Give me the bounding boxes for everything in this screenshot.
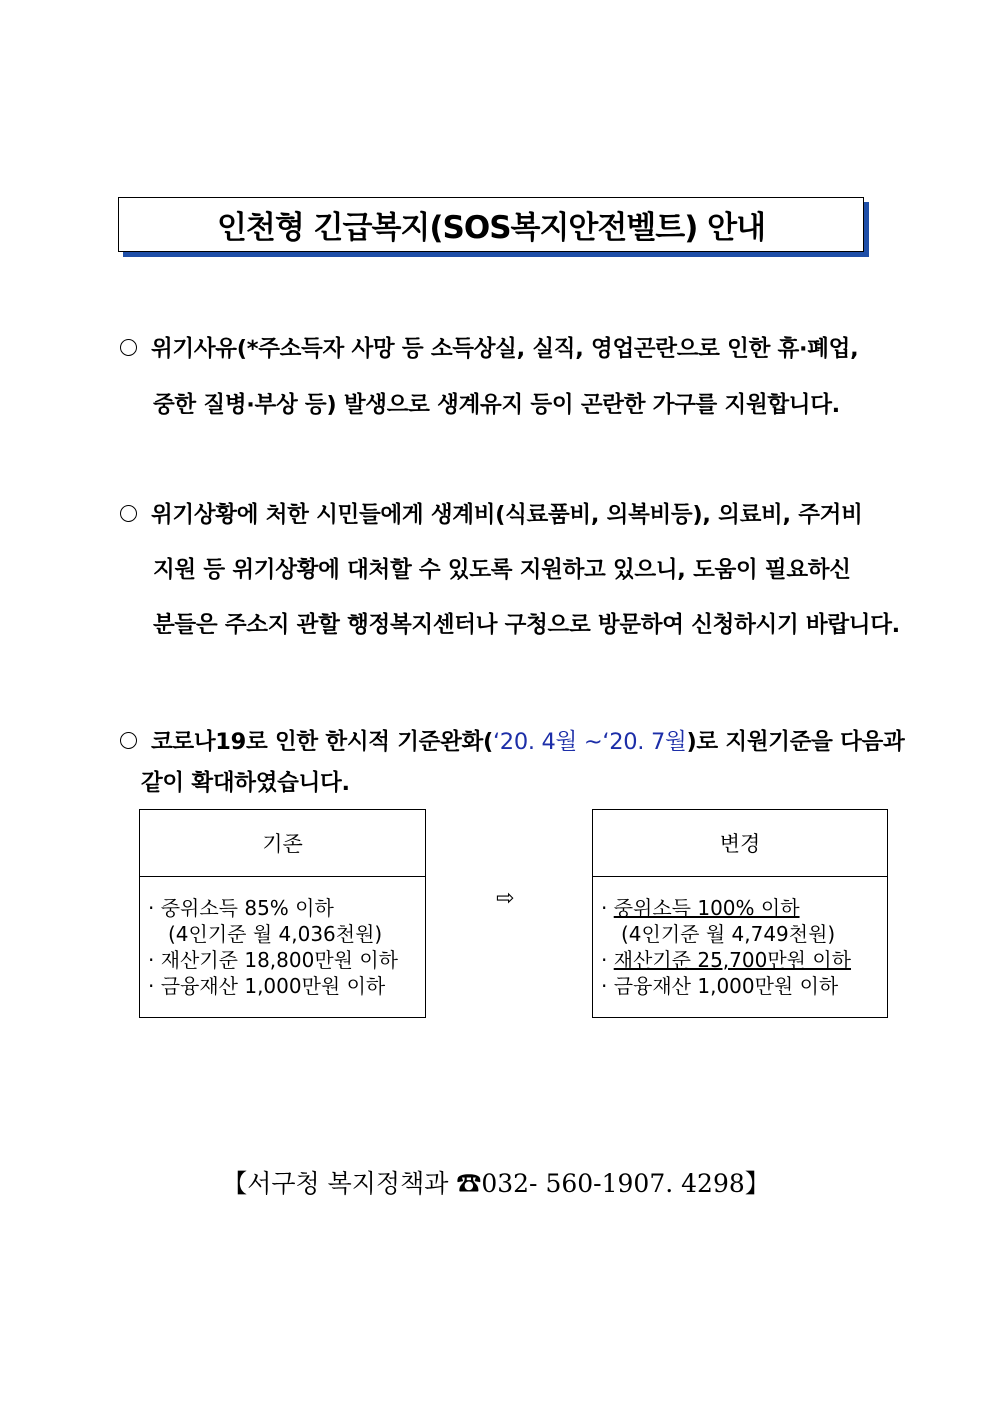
period-highlight: ‘20. 4월 ~‘20. 7월	[492, 729, 687, 755]
before-criteria-header: 기존	[140, 810, 425, 877]
after-item-financial	[601, 973, 887, 999]
before-criteria-box	[139, 809, 426, 1018]
bullet-circle-icon	[120, 732, 137, 749]
paragraph-3-line-2: 같이 확대하였습니다.	[141, 770, 350, 796]
after-item-income-note	[601, 921, 887, 947]
paragraph-2-line-2: 지원 등 위기상황에 대처할 수 있도록 지원하고 있으니, 도움이 필요하신	[153, 557, 851, 583]
paragraph-3-text-before: 코로나19로 인한 한시적 기준완화(	[151, 729, 493, 755]
paragraph-3-text-after: )로 지원기준을 다음과	[686, 729, 905, 755]
paragraph-3-line-1	[151, 724, 904, 756]
after-criteria-list	[593, 877, 887, 999]
paragraph-2-first-line	[120, 497, 863, 529]
page-title: 인천형 긴급복지(SOS복지안전벨트) 안내	[216, 210, 766, 246]
paragraph-1-line-1: 위기사유(*주소득자 사망 등 소득상실, 실직, 영업곤란으로 인한 휴·폐업,	[151, 336, 859, 362]
bracket-open: 【	[222, 1169, 248, 1198]
before-item-income-note: (4인기준 월 4,036천원)	[168, 922, 383, 946]
after-item-income-text: 중위소득 100% 이하	[613, 896, 800, 920]
after-item-property-text: 재산기준 25,700만원 이하	[613, 948, 851, 972]
right-arrow-icon: ⇨	[496, 886, 515, 911]
title-box	[118, 197, 864, 252]
before-item-property: · 재산기준 18,800만원 이하	[148, 948, 398, 972]
after-criteria-header: 변경	[593, 810, 887, 877]
bullet-dot: ·	[601, 974, 614, 998]
after-item-financial-text: 금융재산 1,000만원 이하	[613, 974, 839, 998]
before-item-financial: · 금융재산 1,000만원 이하	[148, 974, 386, 998]
before-item-income: · 중위소득 85% 이하	[148, 896, 334, 920]
contact-footer	[0, 1164, 992, 1200]
telephone-icon: ☎	[456, 1169, 482, 1198]
paragraph-2-line-3: 분들은 주소지 관할 행정복지센터나 구청으로 방문하여 신청하시기 바랍니다.	[153, 612, 900, 638]
bracket-close: 】	[744, 1169, 770, 1198]
bullet-dot: ·	[601, 948, 614, 972]
bullet-circle-icon	[120, 505, 137, 522]
before-criteria-list	[140, 877, 425, 999]
after-criteria-box	[592, 809, 888, 1018]
paragraph-3-first-line	[120, 724, 904, 756]
department-name: 서구청 복지정책과	[247, 1169, 457, 1198]
after-item-income	[601, 895, 887, 921]
bullet-dot: ·	[601, 896, 614, 920]
paragraph-1-line-2: 중한 질병·부상 등) 발생으로 생계유지 등이 곤란한 가구를 지원합니다.	[153, 392, 840, 418]
phone-number: 032- 560-1907. 4298	[481, 1169, 745, 1198]
paragraph-2-line-1: 위기상황에 처한 시민들에게 생계비(식료품비, 의복비등), 의료비, 주거비	[151, 502, 863, 528]
after-item-property	[601, 947, 887, 973]
bullet-circle-icon	[120, 339, 137, 356]
paragraph-1-first-line	[120, 331, 858, 363]
after-item-income-note-text: (4인기준 월 4,749천원)	[621, 922, 836, 946]
